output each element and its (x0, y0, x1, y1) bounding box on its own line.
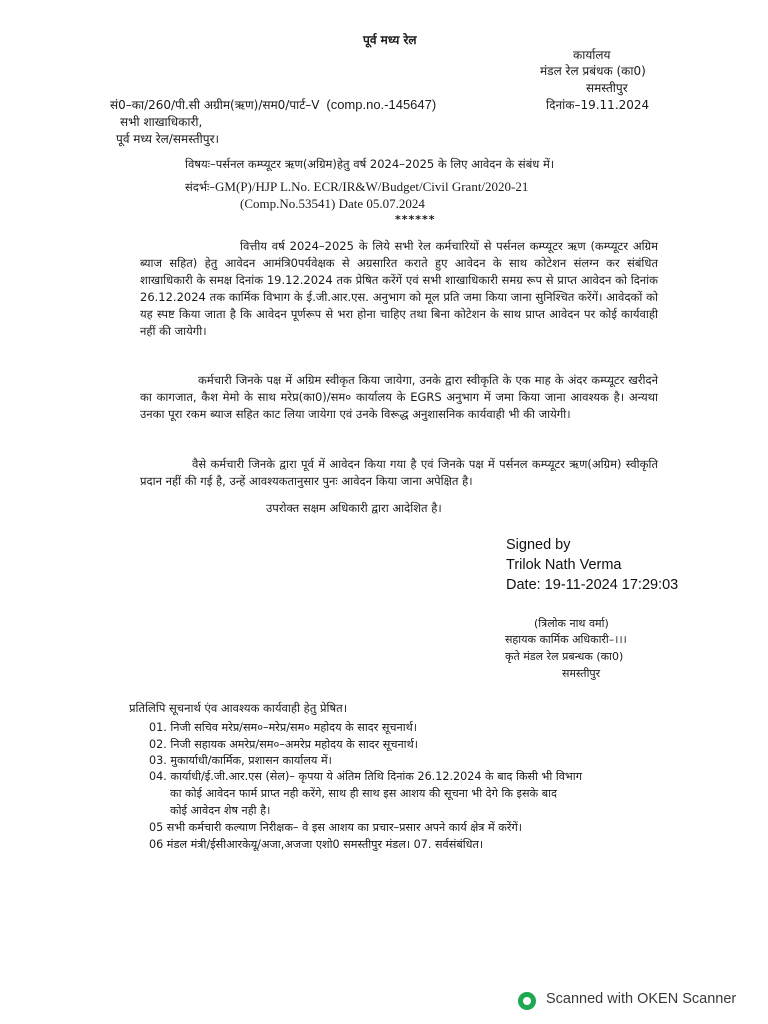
ref-no-text: सं0–का/260/पी.सी अग्रीम(ऋण)/सम0/पार्ट–V (110, 98, 320, 112)
reference-line-2: (Comp.No.53541) Date 05.07.2024 (240, 196, 425, 211)
signer-name: Trilok Nath Verma (506, 557, 622, 573)
copy-item-4-line-3: कोई आवेदन शेष नही है। (170, 804, 271, 817)
paragraph-2: कर्मचारी जिनके पक्ष में अग्रिम स्वीकृत किया जायेगा, उनके द्वारा स्वीकृति के एक माह के अंदर कम्प्यूटर खरीदने का कागजात, कैश मेमो के साथ मरेप्र(का0)/सम० कार्यालय के EGRS अनुभाग में जमा किया जाना आवश्यक है। अन्यथा उनका पूरा रकम ब्याज सहित काट लिया जायेगा एवं उनके विरूद्ध अनुशासनिक कार्यवाही भी की जायेगी। (140, 373, 658, 421)
reference-line-1: GM(P)/HJP L.No. ECR/IR&W/Budget/Civil Grant/2020-21 (215, 179, 529, 194)
copy-item-3: 03. मुकार्याधी/कार्मिक, प्रशासन कार्यालय में। (149, 754, 332, 767)
signatory-city: समस्तीपुर (562, 667, 601, 680)
signatory-for-line: कृते मंडल रेल प्रबन्धक (का0) (505, 650, 624, 663)
recipient-line-1: सभी शाखाधिकारी, (120, 115, 203, 129)
office-label: कार्यालय (573, 48, 611, 62)
copy-item-4: 04. कार्याधी/ई.जी.आर.एस (सेल)– कृपया ये अंतिम तिथि दिनांक 26.12.2024 के बाद किसी भी विभाग (149, 770, 582, 783)
copy-item-2: 02. निजी सहायक अमरेप्र/सम०–अमरेप्र महोदय के सादर सूचनार्थ। (149, 738, 418, 751)
copy-item-4-line-2: का कोई आवेदन फार्म प्राप्त नही करेंगे, साथ ही साथ इस आशय की सूचना भी देगे कि इसके बाद (170, 787, 557, 800)
signatory-hindi-name: (त्रिलोक नाथ वर्मा) (534, 617, 609, 630)
recipient-line-2: पूर्व मध्य रेल/समस्तीपुर। (116, 132, 220, 146)
reference-label: संदर्भः– (185, 180, 216, 194)
scanner-watermark: Scanned with OKEN Scanner (546, 991, 737, 1007)
copy-item-1: 01. निजी सचिव मरेप्र/सम०–मरेप्र/सम० महोदय के सादर सूचनार्थ। (149, 721, 418, 734)
org-title: पूर्व मध्य रेल (363, 33, 417, 47)
reference-number (110, 96, 436, 113)
copy-item-6: 06 मंडल मंत्री/ईसीआरकेयू/अजा,अजजा एशो0 समस्तीपुर मंडल। 07. सर्वसंबंधित। (149, 838, 484, 851)
paragraph-1: वित्तीय वर्ष 2024–2025 के लिये सभी रेल कर्मचारियों से पर्सनल कम्प्यूटर ऋण (कम्प्यूटर अग्रिम ब्याज सहित) हेतु आवेदन आमंत्रि0पर्यवेक्षक से अग्रसारित कराते हुए आवेदन के साथ कोटेशन संलग्न कर संबंधित शाखाधिकारी के समक्ष दिनांक 19.12.2024 तक प्रेषित करेंगें एवं सभी शाखाधिकारी समग्र रूप से प्राप्त आवेदन को दिनांक 26.12.2024 तक कार्मिक विभाग के ई.जी.आर.एस. अनुभाग को मूल प्रति जमा किया जाना सुनिश्चित करेंगें। आवेदकों को यह स्पष्ट किया जाता है कि आवेदन पूर्णरूप से भरा होना चाहिए तथा बिना कोटेशन के साथ प्राप्त आवेदन पर कोई कार्यवाही नहीं की जायेगी। (140, 239, 658, 338)
office-city: समस्तीपुर (586, 81, 628, 95)
reference-block (185, 176, 528, 195)
comp-no-text: (comp.no.-145647) (326, 97, 437, 112)
subject-line: विषयः–पर्सनल कम्प्यूटर ऋण(अग्रिम)हेतु वर्ष 2024–2025 के लिए आवेदन के संबंध में। (185, 157, 555, 171)
copy-item-5: 05 सभी कर्मचारी कल्याण निरीक्षक– वे इस आशय का प्रचार–प्रसार अपने कार्य क्षेत्र में करेंगें। (149, 821, 522, 834)
signature-date: Date: 19-11-2024 17:29:03 (506, 577, 679, 593)
copy-heading: प्रतिलिपि सूचनार्थ एंव आवश्यक कार्यवाही हेतु प्रेषित। (129, 701, 348, 715)
signatory-designation: सहायक कार्मिक अधिकारी–।।। (505, 633, 627, 646)
separator: ****** (395, 213, 436, 226)
signed-by-label: Signed by (506, 537, 571, 553)
paragraph-3: वैसे कर्मचारी जिनके द्वारा पूर्व में आवेदन किया गया है एवं जिनके पक्ष में पर्सनल कम्प्यूटर ऋण(अग्रिम) स्वीकृति प्रदान नहीं की गई है, उन्हें आवश्यकतानुसार पुनः आवेदन किया जाना अपेक्षित है। (140, 457, 658, 488)
digital-signature (506, 535, 678, 595)
paragraph-4: उपरोक्त सक्षम अधिकारी द्वारा आदेशित है। (266, 501, 442, 515)
letter-date: दिनांक–19.11.2024 (546, 98, 650, 112)
office-name: मंडल रेल प्रबंधक (का0) (540, 64, 646, 78)
oken-scanner-logo-icon (518, 992, 536, 1010)
